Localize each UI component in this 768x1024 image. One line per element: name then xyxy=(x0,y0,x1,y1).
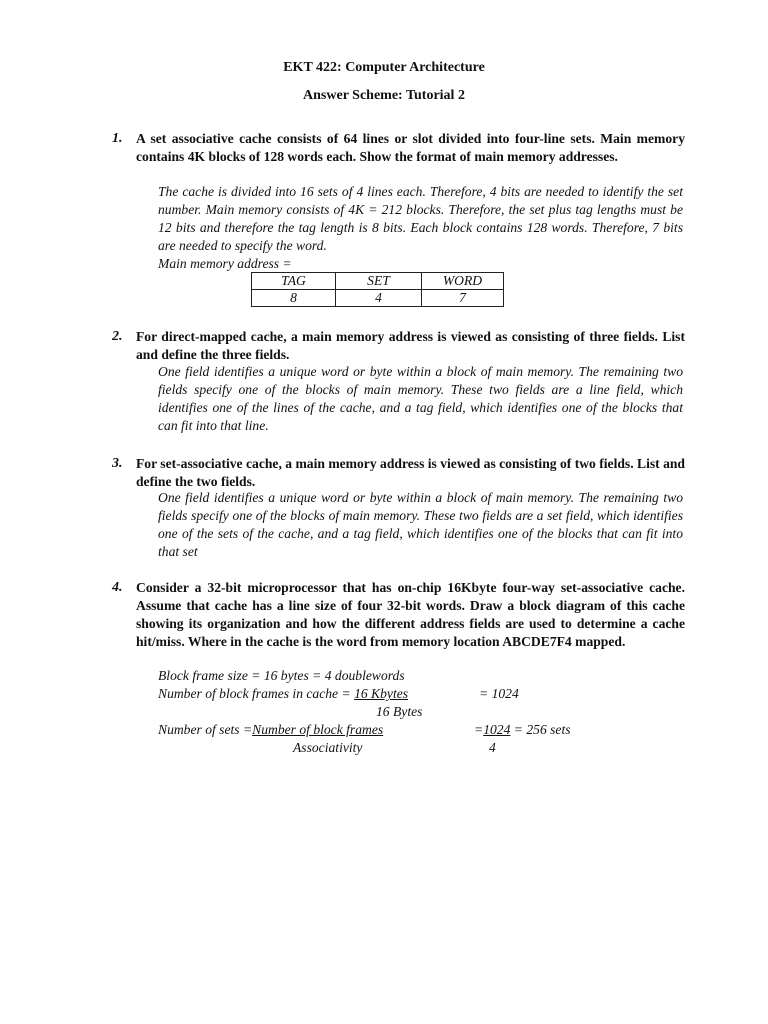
tag-bits: 8 xyxy=(252,290,336,307)
num-sets-equals: = xyxy=(474,722,484,737)
address-value-row xyxy=(252,290,504,307)
block-frames-line xyxy=(158,686,408,702)
answer-1-text: The cache is divided into 16 sets of 4 lines each. Therefore, 4 bits are needed to identify the set number. Main memory consists of 4K = 212 blocks. Therefore, the set plus tag lengths must be 12 bits and therefore the tag length is 8 bits. Each block contains 128 words. Therefore, 7 bits are needed to specify the word. xyxy=(158,184,683,253)
document-title: EKT 422: Computer Architecture xyxy=(283,60,485,75)
num-sets-frac-numerator: 1024 xyxy=(483,722,511,737)
question-4-text: Consider a 32-bit microprocessor that has on-chip 16Kbyte four-way set-associative cache. Assume that cache has a line size of four 32-bit words. Draw a block diagram of this cache showing its organization and how the different address fields are used to determine a cache hit/miss. Where in the cache is the word from memory location ABCDE7F4 mapped. xyxy=(136,580,685,649)
address-format-table xyxy=(251,272,504,307)
set-header: SET xyxy=(336,273,422,290)
block-frame-size: Block frame size = 16 bytes = 4 doublewords xyxy=(158,668,405,683)
question-4-number: 4. xyxy=(112,580,123,595)
num-sets-result-line xyxy=(474,722,571,738)
num-sets-label: Number of sets = xyxy=(158,722,253,737)
block-frames-numerator: 16 Kbytes xyxy=(354,686,409,701)
question-3-text: For set-associative cache, a main memory address is viewed as consisting of two fields. List and define the two fields. xyxy=(136,456,685,489)
document-subtitle: Answer Scheme: Tutorial 2 xyxy=(303,88,465,103)
question-3-number: 3. xyxy=(112,456,123,471)
address-label: Main memory address = xyxy=(158,256,292,271)
answer-3-text: One field identifies a unique word or byte within a block of main memory. The remaining two fields specify one of the blocks of main memory. These two fields are a set field, which identifies one of the sets of the cache, and a tag field, which identifies one of the blocks that can fit into that set xyxy=(158,490,683,559)
block-frames-label: Number of block frames in cache = xyxy=(158,686,355,701)
num-sets-numerator: Number of block frames xyxy=(252,722,384,737)
associativity-label: Associativity xyxy=(293,740,363,755)
word-bits: 7 xyxy=(422,290,504,307)
address-header-row xyxy=(252,273,504,290)
num-sets-line xyxy=(158,722,383,738)
block-frames-denominator: 16 Bytes xyxy=(376,704,423,719)
tag-header: TAG xyxy=(252,273,336,290)
question-1-text: A set associative cache consists of 64 lines or slot divided into four-line sets. Main memory contains 4K blocks of 128 words each. Show the format of main memory addresses. xyxy=(136,131,685,164)
question-2-text: For direct-mapped cache, a main memory address is viewed as consisting of three fields. List and define the three fields. xyxy=(136,329,685,362)
num-sets-result: = 256 sets xyxy=(510,722,571,737)
answer-2-text: One field identifies a unique word or byte within a block of main memory. The remaining two fields specify one of the blocks of main memory. These two fields are a line field, which identifies one of the lines of the cache, and a tag field, which identifies one of the blocks that can fit into that line. xyxy=(158,364,683,433)
word-header: WORD xyxy=(422,273,504,290)
block-frames-result: = 1024 xyxy=(479,686,519,701)
set-bits: 4 xyxy=(336,290,422,307)
associativity-value: 4 xyxy=(489,740,496,755)
question-1-number: 1. xyxy=(112,131,123,146)
question-2-number: 2. xyxy=(112,329,123,344)
